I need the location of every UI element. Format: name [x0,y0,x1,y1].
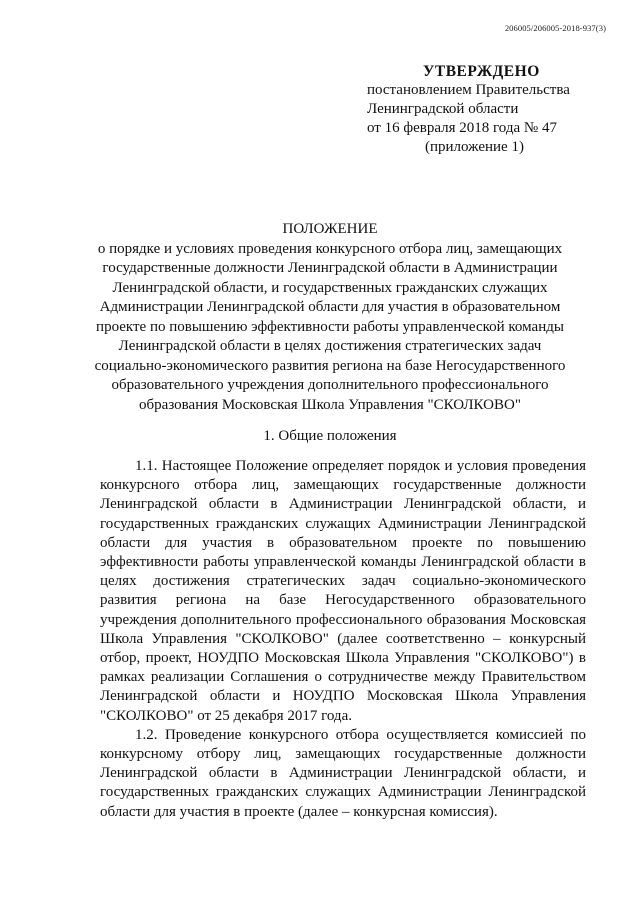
document-title: ПОЛОЖЕНИЕ [282,221,378,237]
approved-label: УТВЕРЖДЕНО [423,63,540,80]
title-line: Ленинградской области, и государственных гражданских служащих [112,279,548,296]
paragraph-1-2: 1.2. Проведение конкурсного отбора осуществляется комиссией по конкурсному отбору лиц, замещающих государственные должности Ленинградской области в Администрации Ленинградской области, и государственных гражданских служащих Администрации Ленинградской области для участия в проекте (далее – конкурсная комиссия). [100,726,586,820]
paragraph-1-1: 1.1. Настоящее Положение определяет порядок и условия проведения конкурсного отбора лиц, замещающих государственные должности Ленинградской области в Администрации Ленинградской области, и государственных гражданских служащих Администрации Ленинградской области для участия в образовательном проекте по повышению эффективности работы управленческой команды Ленинградской области в целях достижения стратегических задач социально-экономического развития региона на базе Негосударственного образовательного учреждения дополнительного профессионального образования Московская Школа Управления "СКОЛКОВО" (далее соответственно – конкурсный отбор, проект, НОУДПО Московская Школа Управления "СКОЛКОВО") в рамках реализации Соглашения о сотрудничестве между Правительством Ленинградской области и НОУДПО Московская Школа Управления "СКОЛКОВО" от 25 декабря 2017 года. [100,458,586,724]
document-title-block [60,220,600,415]
title-line: образования Московская Школа Управления "СКОЛКОВО" [139,396,521,413]
document-code: 206005/206005-2018-937(3) [504,23,606,33]
title-line: образовательного учреждения дополнительного профессионального [111,377,549,393]
approval-line-2: Ленинградской области [367,101,519,117]
approval-line-3: от 16 февраля 2018 года № 47 [367,120,557,136]
title-line: Ленинградской области в целях достижения стратегических задач [118,338,542,354]
approval-appendix: (приложение 1) [425,139,524,155]
approval-line-1: постановлением Правительства [367,82,570,98]
title-line: социально-экономического развития региона на базе Негосударственного [94,357,566,374]
approval-stamp [367,62,617,157]
section-heading: 1. Общие положения [263,428,397,444]
title-line: Администрации Ленинградской области для участия в образовательном [99,299,561,315]
title-line: проекте по повышению эффективности работы управленческой команды [96,318,564,335]
title-line: о порядке и условиях проведения конкурсного отбора лиц, замещающих [97,240,563,257]
document-body [100,457,586,822]
title-line: государственные должности Ленинградской области в Администрации [102,260,558,276]
